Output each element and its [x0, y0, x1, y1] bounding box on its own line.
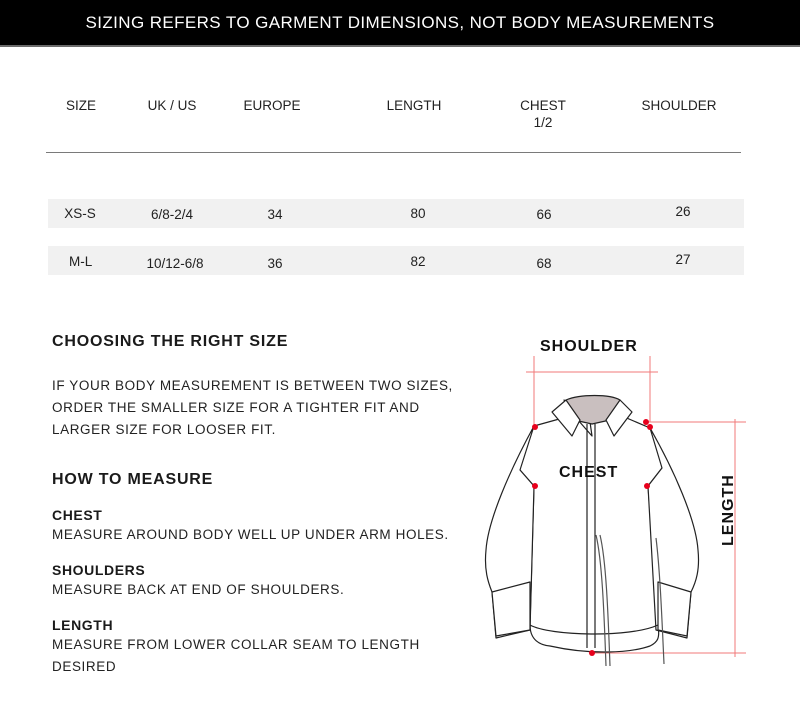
sizing-notice-banner	[0, 0, 800, 47]
header-chest-label: CHEST	[520, 98, 566, 113]
cell-size: M-L	[69, 254, 93, 269]
measure-length-text	[52, 634, 420, 678]
choosing-line: ORDER THE SMALLER SIZE FOR A TIGHTER FIT AND	[52, 400, 420, 415]
header-europe: EUROPE	[243, 98, 301, 113]
choosing-text	[52, 375, 453, 441]
cell-chest: 66	[536, 207, 552, 222]
measure-length-label: LENGTH	[52, 617, 114, 633]
cell-europe: 34	[267, 207, 283, 222]
shirt-illustration-icon	[470, 320, 790, 690]
measure-chest-text: MEASURE AROUND BODY WELL UP UNDER ARM HOLES.	[52, 527, 449, 542]
cell-length: 80	[410, 206, 426, 221]
header-size: SIZE	[65, 98, 97, 113]
header-shoulder: SHOULDER	[641, 98, 717, 113]
header-length: LENGTH	[386, 98, 442, 113]
measure-length-line: MEASURE FROM LOWER COLLAR SEAM TO LENGTH	[52, 637, 420, 652]
choosing-title: CHOOSING THE RIGHT SIZE	[52, 333, 289, 350]
choosing-line: IF YOUR BODY MEASUREMENT IS BETWEEN TWO SIZES,	[52, 378, 453, 393]
measure-chest-label: CHEST	[52, 507, 103, 523]
chest-label: CHEST	[559, 464, 619, 481]
how-to-measure-title: HOW TO MEASURE	[52, 471, 214, 488]
cell-uk-us: 10/12-6/8	[146, 256, 204, 271]
length-label: LENGTH	[720, 474, 737, 546]
shoulder-label: SHOULDER	[540, 338, 638, 355]
cell-shoulder: 27	[675, 252, 691, 267]
cell-shoulder: 26	[675, 204, 691, 219]
header-chest	[520, 97, 566, 131]
cell-uk-us: 6/8-2/4	[150, 207, 194, 222]
table-divider	[46, 152, 741, 153]
cell-size: XS-S	[64, 206, 96, 221]
sizing-notice-text: SIZING REFERS TO GARMENT DIMENSIONS, NOT BODY MEASUREMENTS	[85, 12, 715, 32]
choosing-line: LARGER SIZE FOR LOOSER FIT.	[52, 422, 276, 437]
shirt-measurement-diagram	[470, 320, 790, 690]
header-chest-sub: 1/2	[533, 115, 553, 130]
measure-length-line: DESIRED	[52, 659, 117, 674]
header-uk-us: UK / US	[147, 98, 197, 113]
measure-shoulders-text: MEASURE BACK AT END OF SHOULDERS.	[52, 582, 345, 597]
cell-europe: 36	[267, 256, 283, 271]
measure-shoulders-label: SHOULDERS	[52, 562, 146, 578]
cell-chest: 68	[536, 256, 552, 271]
cell-length: 82	[410, 254, 426, 269]
